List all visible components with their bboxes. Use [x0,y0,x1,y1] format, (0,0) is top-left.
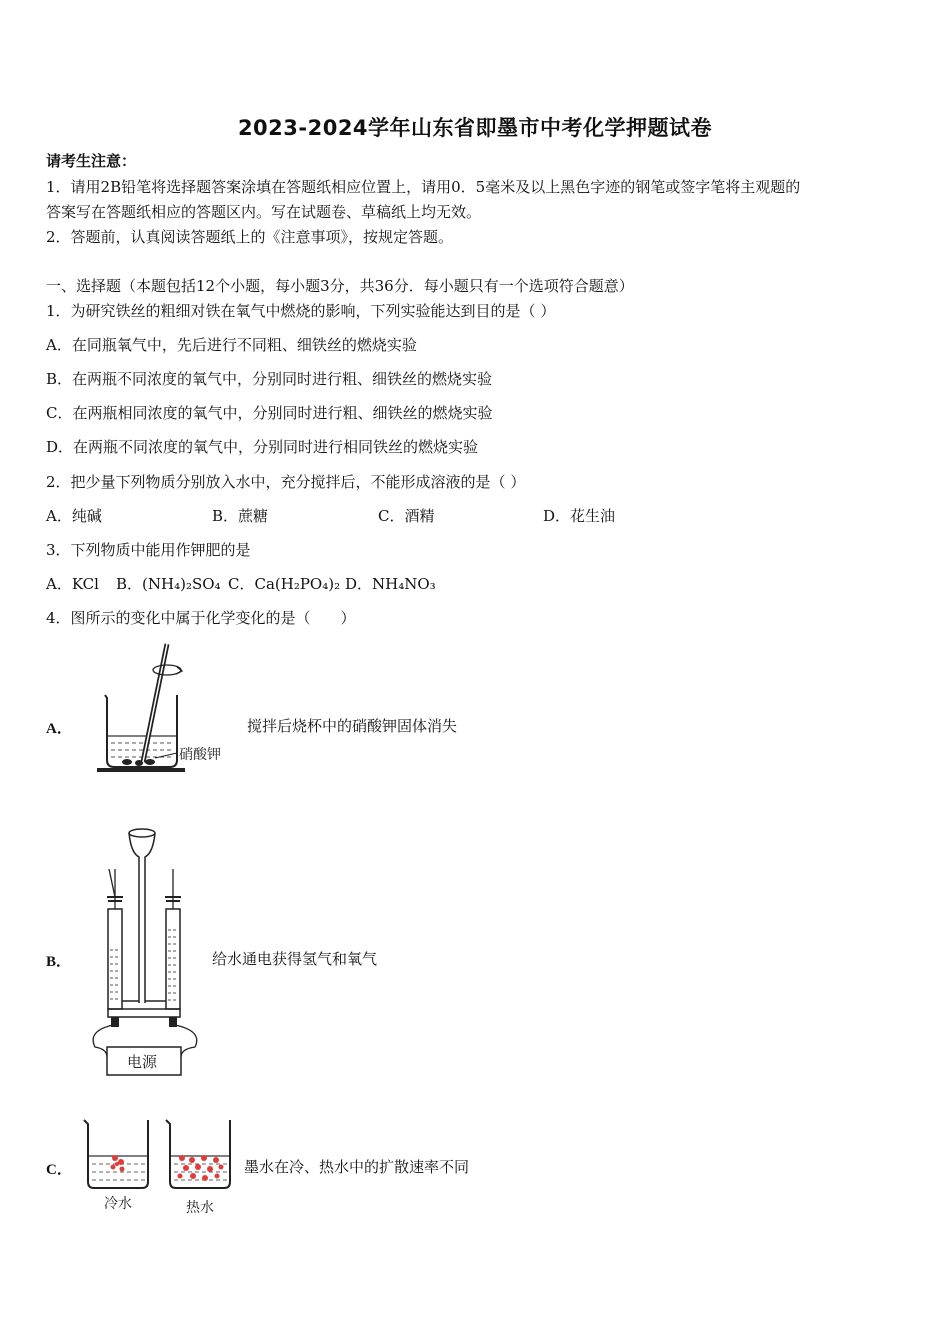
question-2-option-d: D．花生油 [543,507,616,525]
page-title: 2023-2024学年山东省即墨市中考化学押题试卷 [237,116,713,140]
electrolysis-apparatus-figure [85,825,210,1080]
question-4-option-a-text: 搅拌后烧杯中的硝酸钾固体消失 [247,717,458,735]
question-1-stem: 1．为研究铁丝的粗细对铁在氧气中燃烧的影响，下列实验能达到目的是（ ） [46,302,556,320]
section-heading: 一、选择题（本题包括12个小题，每小题3分，共36分．每小题只有一个选项符合题意） [46,277,634,295]
question-2-option-a: A．纯碱 [46,507,102,525]
question-4-option-a-label: A． [46,721,72,737]
beaker-stirring-figure [95,640,240,775]
question-4-option-b-text: 给水通电获得氢气和氧气 [212,950,378,968]
notice-line-1a: 1．请用2B铅笔将选择题答案涂填在答题纸相应位置上，请用0．5毫米及以上黑色字迹的钢笔或签字笔将主观题的 [46,178,801,196]
question-1-option-c: C．在两瓶相同浓度的氧气中，分别同时进行粗、细铁丝的燃烧实验 [46,404,493,422]
question-2-stem: 2．把少量下列物质分别放入水中，充分搅拌后，不能形成溶液的是（ ） [46,473,526,491]
figure-a-label: 硝酸钾 [179,747,221,763]
figure-c-hot-label: 热水 [186,1200,214,1216]
question-3-stem: 3．下列物质中能用作钾肥的是 [46,541,251,559]
question-4-stem: 4．图所示的变化中属于化学变化的是（ ） [46,609,356,627]
notice-line-2: 2．答题前，认真阅读答题纸上的《注意事项》，按规定答题。 [46,228,454,246]
question-4-option-c-text: 墨水在冷、热水中的扩散速率不同 [244,1158,470,1176]
question-2-option-c: C．酒精 [378,507,435,525]
question-3-option-d: D．NH₄NO₃ [345,575,436,593]
question-1-option-b: B．在两瓶不同浓度的氧气中，分别同时进行粗、细铁丝的燃烧实验 [46,370,493,388]
question-2-option-b: B．蔗糖 [212,507,269,525]
notice-heading: 请考生注意： [46,152,137,170]
question-3-option-c: C．Ca(H₂PO₄)₂ [228,575,341,593]
diffusion-beakers-figure [78,1112,243,1220]
figure-b-label: 电源 [127,1053,158,1071]
question-3-option-b: B．(NH₄)₂SO₄ [116,575,221,593]
question-3-option-a: A．KCl [46,575,99,593]
figure-c-cold-label: 冷水 [104,1196,132,1212]
question-4-option-c-label: C． [46,1162,72,1178]
notice-line-1b: 答案写在答题纸相应的答题区内。写在试题卷、草稿纸上均无效。 [46,203,482,221]
question-1-option-a: A．在同瓶氧气中，先后进行不同粗、细铁丝的燃烧实验 [46,336,417,354]
question-1-option-d: D．在两瓶不同浓度的氧气中，分别同时进行相同铁丝的燃烧实验 [46,438,479,456]
question-4-option-b-label: B． [46,954,72,970]
